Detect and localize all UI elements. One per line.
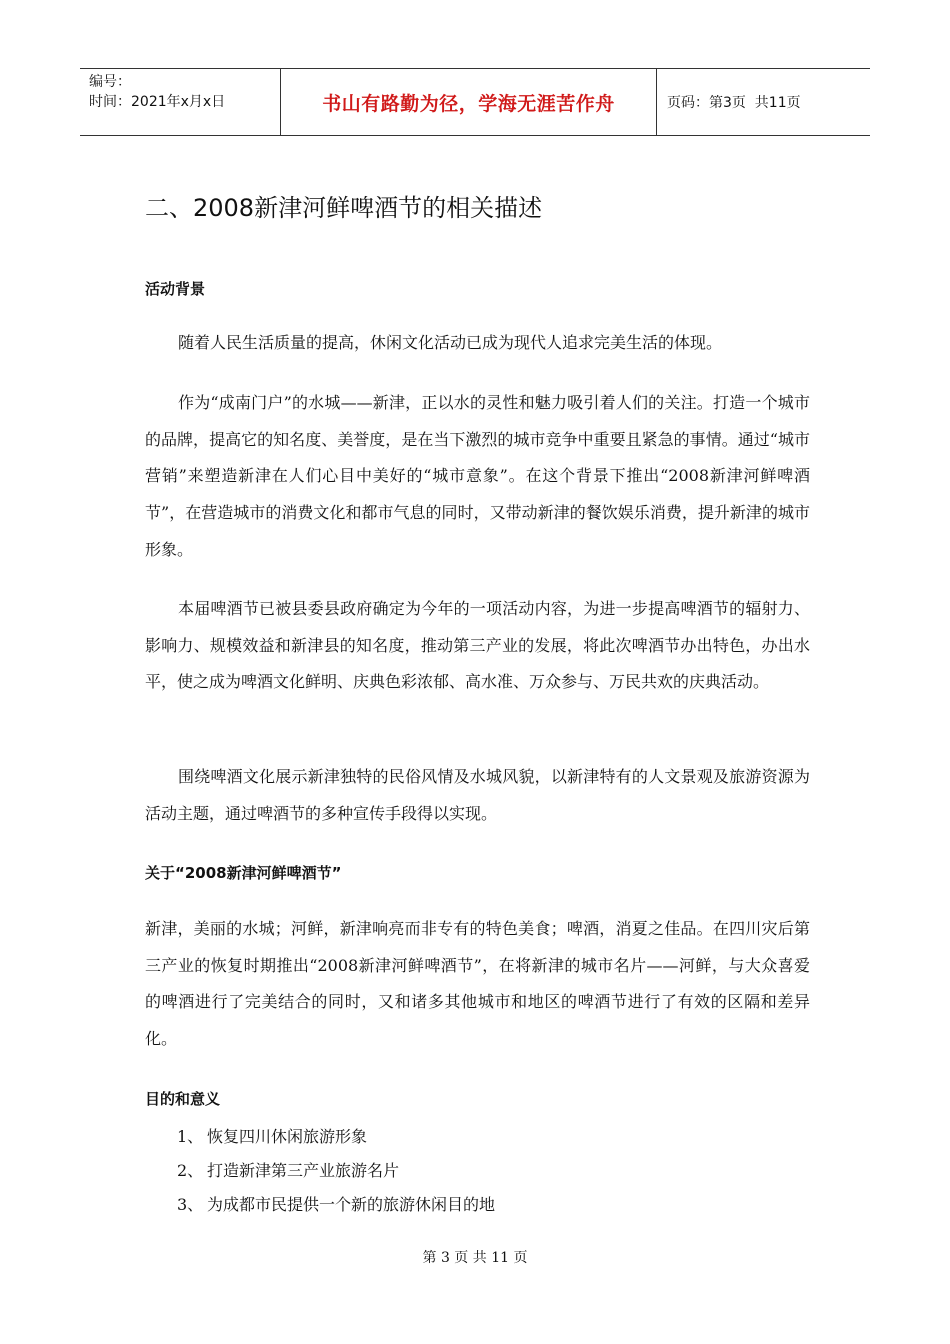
paragraph: 本届啤酒节已被县委县政府确定为今年的一项活动内容，为进一步提高啤酒节的辐射力、影响力、规模效益和新津县的知名度，推动第三产业的发展，将此次啤酒节办出特色，办出水平，使之成为啤酒文化鲜明、庆典色彩浓郁、高水准、万众参与、万民共欢的庆典活动。 bbox=[145, 599, 810, 692]
list-item bbox=[177, 1192, 495, 1215]
header-meta bbox=[80, 69, 281, 135]
list-item bbox=[177, 1124, 367, 1147]
header-motto: 书山有路勤为径，学海无涯苦作舟 bbox=[281, 69, 657, 135]
header-page-info bbox=[657, 69, 870, 135]
page-title: 二、2008新津河鲜啤酒节的相关描述 bbox=[145, 194, 543, 222]
list-item-text: 为成都市民提供一个新的旅游休闲目的地 bbox=[207, 1195, 496, 1214]
paragraph: 围绕啤酒文化展示新津独特的民俗风情及水城风貌，以新津特有的人文景观及旅游资源为活动主题，通过啤酒节的多种宣传手段得以实现。 bbox=[145, 767, 810, 823]
paragraph: 随着人民生活质量的提高，休闲文化活动已成为现代人追求完美生活的体现。 bbox=[178, 333, 723, 352]
section-heading-about: 关于“2008新津河鲜啤酒节” bbox=[145, 864, 342, 882]
list-item-text: 恢复四川休闲旅游形象 bbox=[207, 1127, 368, 1146]
page-footer: 第 3 页 共 11 页 bbox=[422, 1250, 528, 1266]
page-header bbox=[80, 68, 870, 136]
list-item-number: 2、 bbox=[177, 1161, 204, 1180]
header-number-label: 编号： bbox=[89, 74, 131, 90]
paragraph: 作为“成南门户”的水城——新津，正以水的灵性和魅力吸引着人们的关注。打造一个城市的品牌，提高它的知名度、美誉度，是在当下激烈的城市竞争中重要且紧急的事情。通过“城市营销”来塑造新津在人们心目中美好的“城市意象”。在这个背景下推出“2008新津河鲜啤酒节”，在营造城市的消费文化和都市气息的同时，又带动新津的餐饮娱乐消费，提升新津的城市形象。 bbox=[145, 393, 810, 559]
header-page-text: 页码：第3页 共11页 bbox=[667, 95, 801, 111]
list-item-text: 打造新津第三产业旅游名片 bbox=[207, 1161, 400, 1180]
list-item bbox=[177, 1158, 399, 1181]
section-heading-purpose: 目的和意义 bbox=[145, 1090, 221, 1108]
paragraph: 新津，美丽的水城；河鲜，新津响亮而非专有的特色美食；啤酒，消夏之佳品。在四川灾后第三产业的恢复时期推出“2008新津河鲜啤酒节”，在将新津的城市名片——河鲜，与大众喜爱的啤酒进行了完美结合的同时，又和诸多其他城市和地区的啤酒节进行了有效的区隔和差异化。 bbox=[145, 919, 810, 1049]
header-time-label: 时间：2021年x月x日 bbox=[89, 94, 226, 110]
list-item-number: 1、 bbox=[177, 1127, 204, 1146]
list-item-number: 3、 bbox=[177, 1195, 204, 1214]
section-heading-background: 活动背景 bbox=[145, 280, 206, 298]
